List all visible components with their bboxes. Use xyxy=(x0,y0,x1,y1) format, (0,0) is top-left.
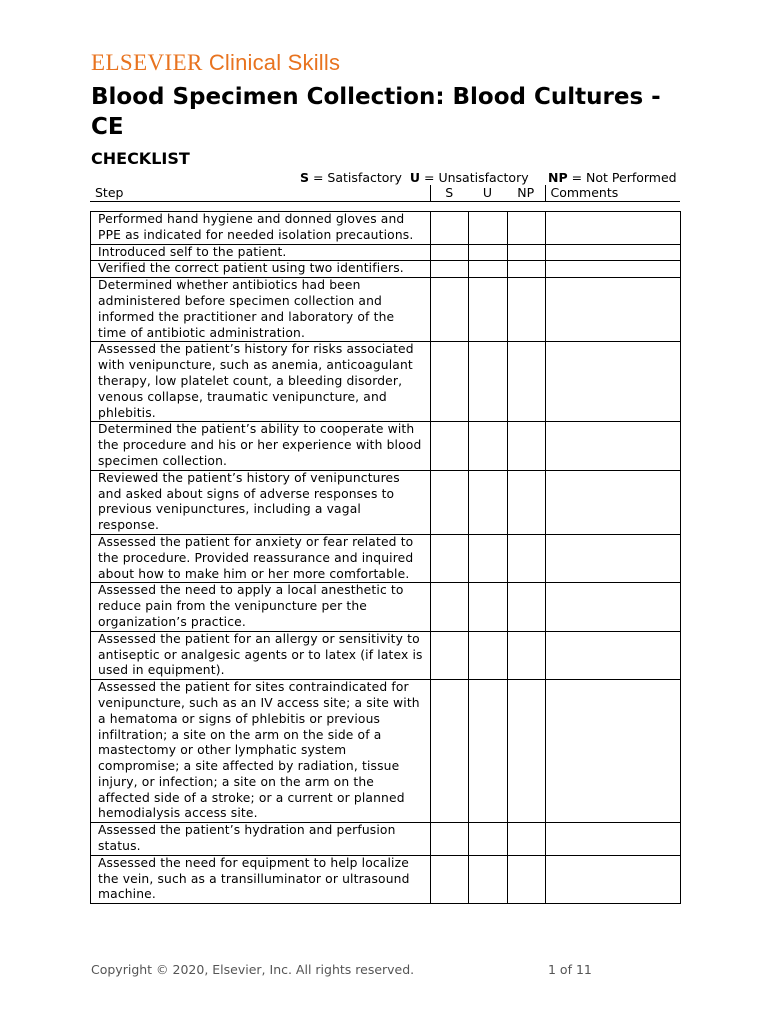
comments-cell[interactable] xyxy=(546,534,681,582)
u-cell[interactable] xyxy=(469,244,508,261)
np-cell[interactable] xyxy=(508,261,546,278)
legend-np-text: = Not Performed xyxy=(567,170,677,185)
table-row xyxy=(91,470,681,534)
u-cell[interactable] xyxy=(469,470,508,534)
comments-cell[interactable] xyxy=(546,244,681,261)
s-cell[interactable] xyxy=(431,631,469,679)
s-cell[interactable] xyxy=(431,823,469,856)
step-text: Introduced self to the patient. xyxy=(91,244,431,261)
np-cell[interactable] xyxy=(508,470,546,534)
np-cell[interactable] xyxy=(508,342,546,422)
step-text: Assessed the need for equipment to help localize the vein, such as a transilluminator or ultrasound machine. xyxy=(91,855,431,903)
u-cell[interactable] xyxy=(469,342,508,422)
step-text: Assessed the patient for sites contraindicated for venipuncture, such as an IV access site; a site with a hematoma or signs of phlebitis or previous infiltration; a site on the arm on the side of a mastectomy or other lymphatic system compromise; a site affected by radiation, tissue injury, or infection; a site on the arm on the affected side of a stroke; or a current or planned hemodialysis access site. xyxy=(91,680,431,823)
legend-u-text: = Unsatisfactory xyxy=(420,170,529,185)
step-text: Reviewed the patient’s history of venipunctures and asked about signs of adverse responses to previous venipunctures, including a vagal response. xyxy=(91,470,431,534)
u-cell[interactable] xyxy=(469,261,508,278)
legend-u-key: U xyxy=(409,170,421,185)
table-row xyxy=(91,342,681,422)
legend-s-key: S xyxy=(300,170,310,185)
s-cell[interactable] xyxy=(431,470,469,534)
np-cell[interactable] xyxy=(508,278,546,342)
comments-cell[interactable] xyxy=(546,631,681,679)
s-cell[interactable] xyxy=(431,212,469,245)
header-s: S xyxy=(430,185,468,202)
table-row xyxy=(91,631,681,679)
comments-cell[interactable] xyxy=(546,855,681,903)
s-cell[interactable] xyxy=(431,680,469,823)
table-row xyxy=(91,823,681,856)
s-cell[interactable] xyxy=(431,534,469,582)
step-text: Performed hand hygiene and donned gloves and PPE as indicated for needed isolation precautions. xyxy=(91,212,431,245)
s-cell[interactable] xyxy=(431,342,469,422)
header-np: NP xyxy=(507,185,545,202)
s-cell[interactable] xyxy=(431,855,469,903)
table-row xyxy=(91,212,681,245)
u-cell[interactable] xyxy=(469,680,508,823)
header-comments: Comments xyxy=(545,185,680,202)
comments-cell[interactable] xyxy=(546,470,681,534)
np-cell[interactable] xyxy=(508,422,546,470)
checklist-header xyxy=(90,185,680,202)
step-text: Determined whether antibiotics had been administered before specimen collection and informed the practitioner and laboratory of the time of antibiotic administration. xyxy=(91,278,431,342)
s-cell[interactable] xyxy=(431,583,469,631)
u-cell[interactable] xyxy=(469,422,508,470)
copyright-notice: Copyright © 2020, Elsevier, Inc. All rights reserved. xyxy=(91,962,415,977)
np-cell[interactable] xyxy=(508,244,546,261)
table-row xyxy=(91,583,681,631)
elsevier-clinical-skills-logo xyxy=(91,50,340,76)
s-cell[interactable] xyxy=(431,278,469,342)
table-row xyxy=(91,534,681,582)
np-cell[interactable] xyxy=(508,583,546,631)
comments-cell[interactable] xyxy=(546,583,681,631)
table-row xyxy=(91,855,681,903)
rating-legend xyxy=(300,170,680,185)
u-cell[interactable] xyxy=(469,855,508,903)
legend-s-text: = Satisfactory xyxy=(309,170,402,185)
u-cell[interactable] xyxy=(469,823,508,856)
table-row xyxy=(91,244,681,261)
document-title: Blood Specimen Collection: Blood Cultures - CE xyxy=(91,84,661,140)
step-text: Assessed the patient’s history for risks associated with venipuncture, such as anemia, anticoagulant therapy, low platelet count, a bleeding disorder, venous collapse, traumatic venipuncture, and phlebitis. xyxy=(91,342,431,422)
u-cell[interactable] xyxy=(469,534,508,582)
comments-cell[interactable] xyxy=(546,212,681,245)
brand-name: ELSEVIER xyxy=(91,50,203,75)
comments-cell[interactable] xyxy=(546,342,681,422)
np-cell[interactable] xyxy=(508,534,546,582)
u-cell[interactable] xyxy=(469,278,508,342)
comments-cell[interactable] xyxy=(546,422,681,470)
comments-cell[interactable] xyxy=(546,823,681,856)
checklist-heading: CHECKLIST xyxy=(91,149,190,168)
step-text: Assessed the patient for anxiety or fear related to the procedure. Provided reassurance and inquired about how to make him or her more comfortable. xyxy=(91,534,431,582)
table-row xyxy=(91,261,681,278)
step-text: Assessed the patient for an allergy or sensitivity to antiseptic or analgesic agents or to latex (if latex is used in equipment). xyxy=(91,631,431,679)
u-cell[interactable] xyxy=(469,631,508,679)
table-row xyxy=(91,422,681,470)
step-text: Assessed the patient’s hydration and perfusion status. xyxy=(91,823,431,856)
np-cell[interactable] xyxy=(508,680,546,823)
step-text: Determined the patient’s ability to cooperate with the procedure and his or her experience with blood specimen collection. xyxy=(91,422,431,470)
comments-cell[interactable] xyxy=(546,680,681,823)
checklist-table xyxy=(90,211,681,904)
np-cell[interactable] xyxy=(508,212,546,245)
header-u: U xyxy=(468,185,507,202)
np-cell[interactable] xyxy=(508,823,546,856)
legend-np xyxy=(548,170,677,185)
table-row xyxy=(91,680,681,823)
comments-cell[interactable] xyxy=(546,278,681,342)
u-cell[interactable] xyxy=(469,583,508,631)
np-cell[interactable] xyxy=(508,855,546,903)
np-cell[interactable] xyxy=(508,631,546,679)
step-text: Assessed the need to apply a local anesthetic to reduce pain from the venipuncture per the organization’s practice. xyxy=(91,583,431,631)
page-number: 1 of 11 xyxy=(548,962,592,977)
s-cell[interactable] xyxy=(431,422,469,470)
u-cell[interactable] xyxy=(469,212,508,245)
s-cell[interactable] xyxy=(431,244,469,261)
comments-cell[interactable] xyxy=(546,261,681,278)
step-text: Verified the correct patient using two identifiers. xyxy=(91,261,431,278)
header-step: Step xyxy=(90,185,430,202)
legend-np-key: NP xyxy=(548,170,568,185)
table-row xyxy=(91,278,681,342)
brand-product: Clinical Skills xyxy=(208,50,341,75)
s-cell[interactable] xyxy=(431,261,469,278)
